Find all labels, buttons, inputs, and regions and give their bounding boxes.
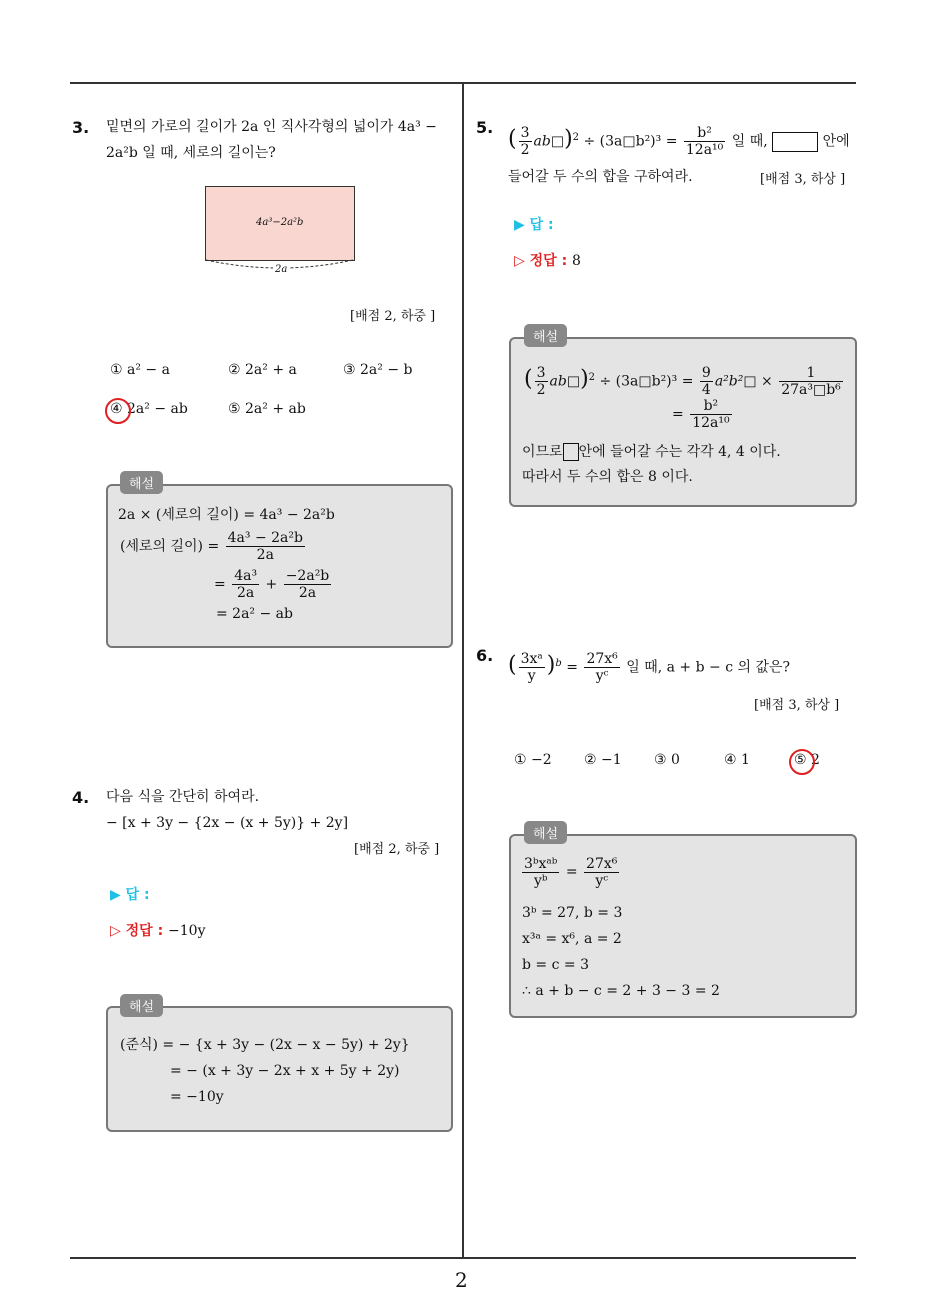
q5-rhs-frac bbox=[684, 125, 725, 158]
q6-sol1-lfrac bbox=[522, 856, 559, 889]
figure-base-label: 2a bbox=[275, 264, 288, 275]
question-4-number: 4. bbox=[72, 788, 90, 807]
q3-solution-tag: 해설 bbox=[120, 471, 163, 494]
q6-lhs-den: y bbox=[527, 668, 536, 685]
q5-sol2-num: b² bbox=[690, 398, 731, 415]
q5-sol1-expr: ab□ bbox=[549, 373, 581, 390]
q5-frac bbox=[519, 125, 532, 158]
question-3-number: 3. bbox=[72, 118, 90, 137]
page-number: 2 bbox=[455, 1268, 468, 1292]
q3-sol3-frac2 bbox=[284, 568, 332, 601]
q3-sol3-d1: 2a bbox=[236, 585, 255, 601]
q5-solution-line3 bbox=[522, 440, 781, 464]
q3-sol3-d2: 2a bbox=[298, 585, 317, 601]
q5-sol1-frac3 bbox=[779, 365, 843, 398]
q3-sol3-plus: + bbox=[265, 576, 278, 593]
q5-solution-line2 bbox=[672, 398, 734, 431]
q4-correct-value: −10y bbox=[168, 923, 206, 939]
figure-area-label: 4a³−2a²b bbox=[256, 217, 304, 228]
q4-answer-label: ▶ 답 : bbox=[110, 887, 150, 903]
q5-sol3-blank bbox=[563, 443, 579, 461]
bottom-rule bbox=[70, 1257, 856, 1259]
q3-correct-mark bbox=[105, 398, 131, 424]
q5-expr-mid: ab□ bbox=[533, 133, 565, 150]
q5-sol2-frac bbox=[690, 398, 731, 431]
q6-solution-line5: ∴ a + b − c = 2 + 3 − 3 = 2 bbox=[522, 983, 720, 999]
q5-solution-line4: 따라서 두 수의 합은 8 이다. bbox=[522, 469, 693, 485]
q5-correct-label: ▷ 정답 : bbox=[514, 253, 568, 269]
q5-div-part: ÷ (3a□b²)³ = bbox=[583, 133, 678, 150]
q4-correct-label: ▷ 정답 : bbox=[110, 923, 164, 939]
q5-correct-answer bbox=[514, 250, 581, 270]
q6-option-4[interactable]: ④ 1 bbox=[724, 752, 750, 768]
q3-option-4[interactable]: ④ 2a² − ab bbox=[110, 401, 188, 417]
question-3-score: [배점 2, 하중 ] bbox=[350, 309, 436, 324]
q5-sol1-frac1 bbox=[535, 365, 548, 398]
q5-answer-label: ▶ 답 : bbox=[514, 217, 554, 233]
q3-option-3[interactable]: ③ 2a² − b bbox=[343, 362, 413, 378]
q5-correct-value: 8 bbox=[572, 253, 581, 269]
q6-correct-mark bbox=[789, 749, 815, 775]
question-6-text-line1: ( $\frac{\text{3xᵃ}}{y}$ )$^b$ = $\frac{\text{27x⁶}}{\text{yᶜ}}$ 일 때, a + b − c 의 값은? bbox=[508, 651, 791, 685]
question-4-text-line1: 다음 식을 간단히 하여라. bbox=[106, 789, 260, 805]
q6-option-3[interactable]: ③ 0 bbox=[654, 752, 680, 768]
q5-frac-num: 3 bbox=[520, 125, 530, 142]
q5-blank-box bbox=[772, 132, 818, 152]
q6-solution-line2: 3ᵇ = 27, b = 3 bbox=[522, 905, 623, 921]
q6-option-2[interactable]: ② −1 bbox=[584, 752, 622, 768]
q4-solution-line2: = − (x + 3y − 2x + x + 5y + 2y) bbox=[170, 1063, 400, 1079]
q3-solution-line3 bbox=[214, 568, 333, 601]
q5-tail2: 안에 bbox=[822, 133, 850, 150]
q5-sol1-frac2 bbox=[700, 365, 713, 398]
q3-solution-line4: = 2a² − ab bbox=[216, 606, 293, 622]
question-4-text-line2: − [x + 3y − {2x − (x + 5y)} + 2y] bbox=[106, 815, 349, 831]
q6-sol1-rfrac bbox=[584, 856, 619, 889]
q6-lhs-exp: b bbox=[555, 658, 562, 669]
q6-eq: = bbox=[566, 659, 578, 676]
q3-sol2-num: 4a³ − 2a²b bbox=[227, 530, 303, 546]
q5-sol1-f1n: 3 bbox=[536, 365, 546, 382]
question-5-text-line2: 들어갈 두 수의 합을 구하여라. bbox=[508, 169, 693, 185]
q6-solution-line3: x³ᵃ = x⁶, a = 2 bbox=[522, 931, 622, 947]
q6-solution-tag: 해설 bbox=[524, 821, 567, 844]
q6-sol1-rn: 27x⁶ bbox=[586, 855, 618, 872]
q6-sol1-ln: 3ᵇxᵃᵇ bbox=[524, 855, 558, 872]
question-6-number: 6. bbox=[476, 646, 494, 665]
question-5-score: [배점 3, 하상 ] bbox=[760, 172, 846, 187]
q5-sol1-mid: ÷ (3a□b²)³ = bbox=[599, 373, 694, 390]
q5-sol1-f2d: 4 bbox=[701, 382, 711, 399]
q3-option-5[interactable]: ⑤ 2a² + ab bbox=[228, 401, 306, 417]
q5-sol1-mid2: a²b²□ × bbox=[714, 373, 773, 390]
rectangle-figure bbox=[205, 186, 355, 261]
q6-option-5[interactable]: ⑤ 2 bbox=[794, 752, 820, 768]
q6-solution-line4: b = c = 3 bbox=[522, 957, 589, 973]
q3-sol2-fraction bbox=[226, 530, 305, 563]
q3-sol3-n2: −2a²b bbox=[285, 568, 330, 584]
question-3-text-line2: 2a²b 일 때, 세로의 길이는? bbox=[106, 145, 276, 161]
q5-sol1-f2n: 9 bbox=[701, 365, 711, 382]
q5-sol1-f3n: 1 bbox=[779, 365, 843, 382]
q5-sol1-exp: 2 bbox=[588, 372, 596, 383]
q3-option-2[interactable]: ② 2a² + a bbox=[228, 362, 297, 378]
q6-rhs-num: 27x⁶ bbox=[586, 651, 618, 668]
question-6-score: [배점 3, 하상 ] bbox=[754, 698, 840, 713]
q6-sol1-eq: = bbox=[565, 864, 578, 880]
q3-sol2-den: 2a bbox=[256, 547, 274, 563]
q3-sol2-lhs: (세로의 길이) = bbox=[120, 538, 220, 555]
q6-rhs-den: yᶜ bbox=[595, 668, 609, 685]
q4-solution-line3: = −10y bbox=[170, 1089, 224, 1105]
q5-sol1-f1d: 2 bbox=[536, 382, 546, 399]
q5-tail1: 일 때, bbox=[731, 133, 768, 150]
q6-option-1[interactable]: ① −2 bbox=[514, 752, 552, 768]
q5-sol2-eq: = bbox=[672, 406, 684, 423]
q5-exp: 2 bbox=[572, 132, 580, 143]
question-3-text-line1: 밑면의 가로의 길이가 2a 인 직사각형의 넓이가 4a³ − bbox=[106, 119, 437, 135]
q3-sol3-eq: = bbox=[214, 576, 226, 593]
q5-sol2-den: 12a¹⁰ bbox=[692, 415, 730, 431]
q6-tail: 일 때, a + b − c 의 값은? bbox=[626, 659, 791, 676]
q5-solution-line1: ( $\frac{3}{2}$ ab□)$^2$ ÷ (3a□b²)³ = $\frac{9}{4}$ a²b²□ × $\frac{1}{\text{27a³□b⁶}}$ bbox=[524, 365, 841, 399]
q3-solution-line1: 2a × (세로의 길이) = 4a³ − 2a²b bbox=[118, 507, 335, 523]
q5-sol1-f3d: 27a³□b⁶ bbox=[781, 382, 841, 399]
q6-lhs-frac bbox=[519, 651, 545, 684]
q3-option-1[interactable]: ① a² − a bbox=[110, 362, 170, 378]
q6-lhs-num: 3xᵃ bbox=[520, 651, 543, 668]
q4-solution-line1: (준식) = − {x + 3y − (2x − x − 5y) + 2y} bbox=[120, 1037, 410, 1053]
q5-sol3-b: 안에 들어갈 수는 각각 4, 4 이다. bbox=[578, 444, 781, 460]
q6-sol1-rd: yᶜ bbox=[595, 872, 609, 889]
column-divider bbox=[462, 82, 464, 1258]
q5-rhs-num: b² bbox=[684, 125, 725, 142]
q5-sol3-a: 이므로 bbox=[522, 444, 563, 460]
q3-solution-line2 bbox=[120, 530, 307, 563]
q3-sol3-frac1 bbox=[232, 568, 259, 601]
q5-rhs-den: 12a¹⁰ bbox=[685, 142, 724, 159]
q6-sol1-ld: yᵇ bbox=[533, 872, 548, 889]
q5-frac-den: 2 bbox=[520, 142, 530, 159]
q3-sol3-n1: 4a³ bbox=[234, 568, 258, 584]
question-4-score: [배점 2, 하중 ] bbox=[354, 842, 440, 857]
q6-solution-line1 bbox=[520, 852, 621, 892]
q4-solution-tag: 해설 bbox=[120, 994, 163, 1017]
question-5-text-line1: ( $\frac{3}{2}$ ab□)$^2$ ÷ (3a□b²)³ = $\frac{\text{b²}}{\text{12a¹⁰}}$ 일 때, 안에 bbox=[508, 125, 850, 159]
question-5-number: 5. bbox=[476, 118, 494, 137]
q6-rhs-frac bbox=[584, 651, 619, 684]
q5-solution-tag: 해설 bbox=[524, 324, 567, 347]
q4-correct-answer bbox=[110, 920, 206, 940]
